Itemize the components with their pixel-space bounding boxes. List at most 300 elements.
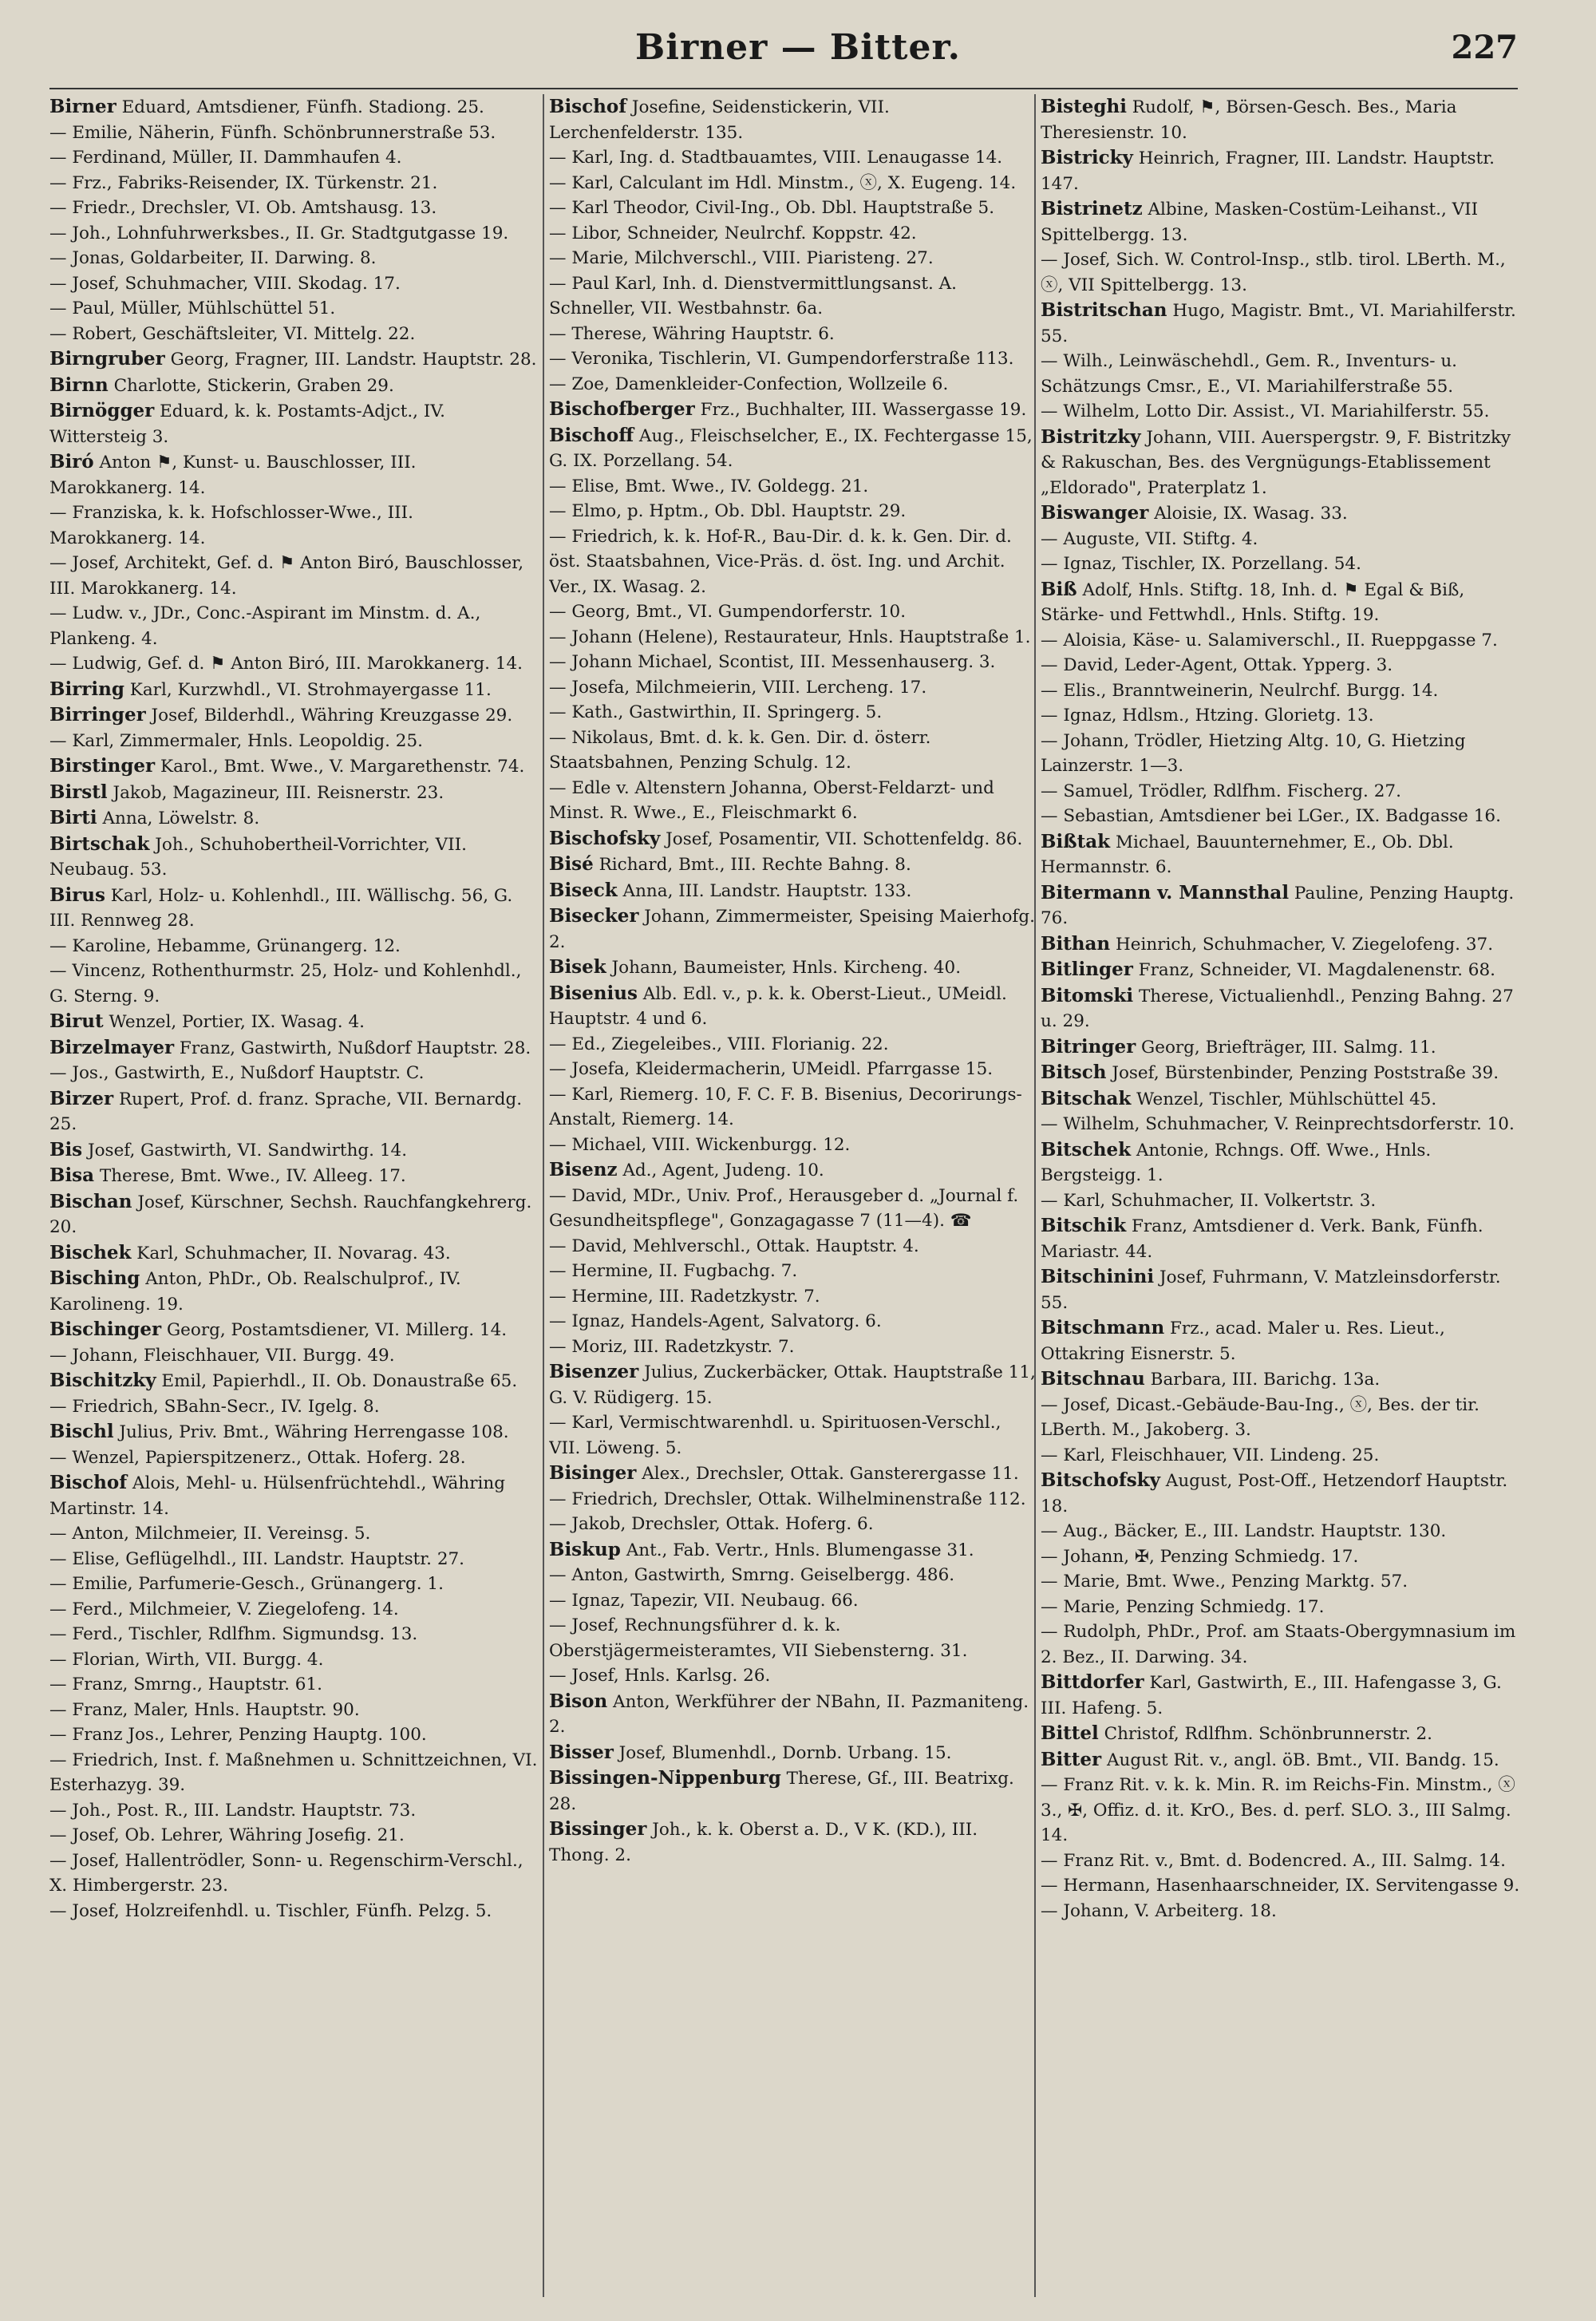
entry-details: — Moriz, III. Radetzkystr. 7.	[549, 1336, 795, 1357]
entry-surname: Biß	[1041, 578, 1077, 600]
directory-entry	[1041, 425, 1529, 501]
directory-entry	[49, 1748, 538, 1798]
directory-entry	[549, 1765, 1037, 1817]
directory-entry	[49, 1343, 538, 1369]
directory-entry	[1041, 1468, 1529, 1519]
directory-entry	[549, 1588, 1037, 1614]
directory-entry	[1041, 1315, 1529, 1366]
entry-details: — Franz, Smrng., Hauptstr. 61.	[49, 1675, 322, 1694]
entry-surname: Bistritschan	[1041, 299, 1167, 321]
entry-details: — Friedrich, Drechsler, Ottak. Wilhelminenstraße 112.	[549, 1489, 1026, 1509]
entry-details: — Josef, Dicast.-Gebäude-Bau-Ing., ⓧ, Bes. der tir. LBerth. M., Jakoberg. 3.	[1041, 1394, 1479, 1440]
directory-entry	[49, 346, 538, 373]
entry-details: — Elise, Bmt. Wwe., IV. Goldegg. 21.	[549, 476, 869, 496]
directory-entry	[549, 499, 1037, 524]
entry-details: — Veronika, Tischlerin, VI. Gumpendorferstraße 113.	[549, 349, 1014, 369]
directory-entry	[549, 675, 1037, 701]
entry-surname: Bistricky	[1041, 147, 1133, 168]
entry-details: — Josef, Hnls. Karlsg. 26.	[549, 1666, 771, 1686]
directory-entry	[49, 1061, 538, 1086]
directory-entry	[549, 650, 1037, 675]
directory-entry	[1041, 1264, 1529, 1315]
directory-entry	[49, 1470, 538, 1521]
entry-details: — David, Mehlverschl., Ottak. Hauptstr. 4.	[549, 1236, 919, 1256]
entry-details: — Ed., Ziegeleibes., VIII. Florianig. 22.	[549, 1034, 889, 1054]
directory-entry	[1041, 779, 1529, 805]
directory-entry	[49, 373, 538, 399]
entry-details: — Wilhelm, Schuhmacher, V. Reinprechtsdorferstr. 10.	[1041, 1114, 1515, 1134]
entry-details: — Josef, Ob. Lehrer, Währing Josefig. 21.	[49, 1825, 405, 1845]
directory-entry	[1041, 94, 1529, 145]
entry-details: Josefine, Seidenstickerin, VII. Lerchenfelderstr. 135.	[549, 97, 890, 143]
directory-entry	[49, 398, 538, 449]
entry-details: — Franz, Maler, Hnls. Hauptstr. 90.	[49, 1699, 360, 1720]
directory-entry	[49, 1394, 538, 1420]
directory-entry	[549, 726, 1037, 776]
directory-entry	[549, 1133, 1037, 1158]
entry-details: — Ignaz, Handels-Agent, Salvatorg. 6.	[549, 1311, 882, 1331]
entry-details: — Emilie, Näherin, Fünfh. Schönbrunnerstraße 53.	[49, 122, 496, 143]
entry-surname: Bischoff	[549, 424, 634, 446]
entry-surname: Biskup	[549, 1538, 621, 1560]
directory-entry	[549, 776, 1037, 826]
entry-details: — Florian, Wirth, VII. Burgg. 4.	[49, 1649, 324, 1670]
entry-details: Alex., Drechsler, Ottak. Gansterergasse 11.	[636, 1464, 1019, 1484]
entry-details: — Anton, Milchmeier, II. Vereinsg. 5.	[49, 1524, 371, 1544]
entry-details: — Samuel, Trödler, Rdlfhm. Fischerg. 27.	[1041, 781, 1401, 801]
entry-surname: Bisenius	[549, 982, 638, 1004]
entry-details: — Therese, Währing Hauptstr. 6.	[549, 323, 835, 344]
directory-entry	[49, 196, 538, 221]
entry-surname: Birut	[49, 1010, 104, 1032]
entry-surname: Bitsch	[1041, 1062, 1107, 1083]
directory-entry	[49, 1823, 538, 1848]
directory-entry	[1041, 1086, 1529, 1113]
directory-entry	[549, 1537, 1037, 1564]
entry-surname: Birring	[49, 678, 124, 700]
entry-surname: Bisser	[549, 1741, 614, 1763]
entry-surname: Bissinger	[549, 1818, 647, 1840]
directory-entry	[549, 474, 1037, 500]
directory-entry	[49, 271, 538, 297]
entry-surname: Bisching	[49, 1267, 140, 1289]
entry-surname: Bischinger	[49, 1319, 162, 1340]
entry-surname: Bischan	[49, 1190, 132, 1212]
entry-details: — Wilh., Leinwäschehdl., Gem. R., Inventurs- u. Schätzungs Cmsr., E., VI. Mariahilferstraße 55.	[1041, 351, 1458, 397]
entry-surname: Bison	[549, 1690, 608, 1712]
directory-entry	[49, 246, 538, 271]
entry-details: — Wilhelm, Lotto Dir. Assist., VI. Mariahilferstr. 55.	[1041, 401, 1490, 421]
entry-details: Johann, VIII. Auerspergstr. 9, F. Bistritzky & Rakuschan, Bes. des Vergnügungs-Etablissement „Eldorado", Praterplatz 1.	[1041, 427, 1511, 498]
directory-entry	[549, 1613, 1037, 1663]
entry-details: Charlotte, Stickerin, Graben 29.	[108, 375, 394, 396]
directory-entry	[49, 1445, 538, 1471]
entry-details: Karl, Schuhmacher, II. Novarag. 43.	[131, 1243, 451, 1263]
entry-surname: Bitomski	[1041, 984, 1134, 1006]
entry-details: — Karl, Fleischhauer, VII. Lindeng. 25.	[1041, 1445, 1380, 1465]
entry-details: Anna, Löwelstr. 8.	[97, 809, 260, 828]
entry-surname: Birstinger	[49, 755, 156, 777]
directory-entry	[549, 826, 1037, 852]
entry-details: — Josef, Hallentrödler, Sonn- u. Regenschirm-Verschl., X. Himbergerstr. 23.	[49, 1850, 523, 1896]
entry-details: Franz, Gastwirth, Nußdorf Hauptstr. 28.	[174, 1038, 531, 1058]
directory-entry	[549, 1184, 1037, 1234]
directory-entry	[49, 551, 538, 601]
entry-details: Anton, Werkführer der NBahn, II. Pazmaniteng. 2.	[549, 1691, 1029, 1737]
entry-details: — Sebastian, Amtsdiener bei LGer., IX. Badgasse 16.	[1041, 806, 1501, 826]
entry-details: — Josefa, Kleidermacherin, UMeidl. Pfarrgasse 15.	[549, 1059, 994, 1079]
entry-details: — Jonas, Goldarbeiter, II. Darwing. 8.	[49, 248, 377, 268]
directory-entry	[1041, 500, 1529, 527]
entry-details: Eduard, Amtsdiener, Fünfh. Stadiong. 25.	[116, 97, 484, 117]
entry-details: — Karl, Schuhmacher, II. Volkertstr. 3.	[1041, 1190, 1377, 1211]
entry-details: Joh., Schuhobertheil-Vorrichter, VII. Neubaug. 53.	[49, 834, 467, 880]
entry-details: — Joh., Lohnfuhrwerksbes., II. Gr. Stadtgutgasse 19.	[49, 223, 509, 243]
directory-entry	[1041, 1848, 1529, 1874]
entry-surname: Bithan	[1041, 932, 1111, 955]
directory-entry	[549, 1359, 1037, 1410]
directory-entry	[549, 145, 1037, 171]
directory-entry	[549, 599, 1037, 625]
entry-details: Hugo, Magistr. Bmt., VI. Mariahilferstr. 55.	[1041, 301, 1516, 346]
directory-entry	[549, 94, 1037, 145]
entry-surname: Birngruber	[49, 348, 165, 370]
entry-details: — Josefa, Milchmeierin, VIII. Lercheng. 17.	[549, 677, 927, 698]
entry-details: — Michael, VIII. Wickenburgg. 12.	[549, 1134, 851, 1155]
directory-entry	[49, 1672, 538, 1698]
entry-surname: Bitermann v. Mannsthal	[1041, 881, 1290, 903]
entry-surname: Bisecker	[549, 905, 639, 927]
entry-details: Wenzel, Portier, IX. Wasag. 4.	[103, 1012, 365, 1032]
column-divider	[543, 94, 544, 2297]
directory-entry	[549, 1410, 1037, 1461]
directory-entry	[49, 1317, 538, 1343]
entry-details: Anna, III. Landstr. Hauptstr. 133.	[617, 880, 912, 901]
entry-details: — Friedrich, SBahn-Secr., IV. Igelg. 8.	[49, 1396, 380, 1417]
entry-details: Alois, Mehl- u. Hülsenfrüchtehdl., Währing Martinstr. 14.	[49, 1473, 505, 1519]
entry-details: — Karoline, Hebamme, Grünangerg. 12.	[49, 935, 401, 956]
entry-details: — Wenzel, Papierspitzenerz., Ottak. Hoferg. 28.	[49, 1447, 466, 1468]
directory-entry	[49, 1647, 538, 1673]
directory-entry	[1041, 931, 1529, 958]
directory-entry	[549, 1461, 1037, 1487]
entry-surname: Birstl	[49, 781, 108, 803]
entry-surname: Bisteghi	[1041, 96, 1127, 117]
directory-entry	[1041, 196, 1529, 247]
directory-entry	[1041, 1060, 1529, 1086]
entry-details: — Kath., Gastwirthin, II. Springerg. 5.	[549, 702, 883, 722]
directory-entry	[1041, 1873, 1529, 1899]
directory-entry	[1041, 298, 1529, 349]
directory-entry	[549, 271, 1037, 322]
entry-details: — Paul Karl, Inh. d. Dienstvermittlungsanst. A. Schneller, VII. Westbahnstr. 6a.	[549, 273, 957, 318]
entry-details: — Nikolaus, Bmt. d. k. k. Gen. Dir. d. österr. Staatsbahnen, Penzing Schulg. 12.	[549, 727, 931, 773]
directory-entry	[1041, 1443, 1529, 1469]
entry-details: Emil, Papierhdl., II. Ob. Donaustraße 65.	[156, 1371, 518, 1391]
directory-entry	[549, 903, 1037, 955]
directory-entry	[49, 1086, 538, 1137]
entry-details: — Franziska, k. k. Hofschlosser-Wwe., III. Marokkanerg. 14.	[49, 503, 413, 548]
directory-entry	[1041, 880, 1529, 931]
entry-details: Aug., Fleischselcher, E., IX. Fechtergasse 15, G. IX. Porzellang. 54.	[549, 425, 1033, 471]
entry-details: — Hermine, II. Fugbachg. 7.	[549, 1261, 798, 1281]
entry-surname: Bisenz	[549, 1159, 618, 1180]
entry-details: — Ignaz, Tapezir, VII. Neubaug. 66.	[549, 1590, 859, 1611]
directory-entry	[549, 372, 1037, 397]
directory-entry	[49, 1163, 538, 1189]
directory-entry	[49, 1572, 538, 1597]
directory-entry	[49, 651, 538, 677]
directory-entry	[49, 1266, 538, 1317]
entry-details: — Elis., Branntweinerin, Neulrchf. Burgg. 14.	[1041, 680, 1439, 701]
entry-details: Adolf, Hnls. Stiftg. 18, Inh. d. ⚑ Egal & Biß, Stärke- und Fettwhdl., Hnls. Stiftg. 19.	[1041, 579, 1465, 625]
entry-surname: Birtschak	[49, 832, 150, 855]
directory-entry	[549, 955, 1037, 981]
directory-entry	[549, 1032, 1037, 1058]
directory-entry	[49, 677, 538, 703]
directory-entry	[549, 322, 1037, 347]
entry-surname: Biseck	[549, 879, 618, 901]
directory-entry	[1041, 703, 1529, 729]
directory-entry	[49, 702, 538, 729]
entry-surname: Bitringer	[1041, 1035, 1136, 1058]
directory-entry	[1041, 1034, 1529, 1061]
directory-entry	[1041, 1188, 1529, 1214]
directory-entry	[549, 852, 1037, 878]
entry-details: Anton, PhDr., Ob. Realschulprof., IV. Karolineng. 19.	[49, 1269, 461, 1315]
entry-details: — Ludwig, Gef. d. ⚑ Anton Biró, III. Marokkanerg. 14.	[49, 654, 523, 674]
directory-entry	[1041, 145, 1529, 196]
directory-entry	[549, 1284, 1037, 1310]
directory-entry	[1041, 1670, 1529, 1721]
entry-details: — Marie, Bmt. Wwe., Penzing Marktg. 57.	[1041, 1572, 1408, 1591]
entry-surname: Bisinger	[549, 1462, 637, 1484]
entry-details: Josef, Posamentir, VII. Schottenfeldg. 86.	[660, 828, 1023, 849]
directory-entry	[1041, 349, 1529, 399]
directory-entry	[549, 1334, 1037, 1360]
entry-details: Josef, Bürstenbinder, Penzing Poststraße 39.	[1106, 1063, 1499, 1083]
directory-entry	[49, 1722, 538, 1748]
directory-entry	[549, 524, 1037, 600]
directory-entry	[1041, 1595, 1529, 1620]
directory-entry	[49, 1622, 538, 1647]
entry-details: — Ferd., Milchmeier, V. Ziegelofeng. 14.	[49, 1599, 399, 1619]
entry-surname: Bischofberger	[549, 398, 695, 420]
entry-details: — Marie, Penzing Schmiedg. 17.	[1041, 1596, 1325, 1617]
entry-surname: Bischofsky	[549, 827, 661, 849]
entry-details: Heinrich, Schuhmacher, V. Ziegelofeng. 37.	[1110, 934, 1494, 955]
entry-details: — Vincenz, Rothenthurmstr. 25, Holz- und Kohlenhdl., G. Sterng. 9.	[49, 961, 522, 1006]
directory-entry	[49, 1368, 538, 1394]
entry-details: — Karl, Riemerg. 10, F. C. F. B. Bisenius, Decorirungs-Anstalt, Riemerg. 14.	[549, 1084, 1022, 1129]
directory-entry	[549, 171, 1037, 196]
entry-details: Karl, Holz- u. Kohlenhdl., III. Wällischg. 56, G. III. Rennweg 28.	[49, 885, 513, 931]
entry-details: August, Post-Off., Hetzendorf Hauptstr. 18.	[1041, 1471, 1508, 1516]
directory-entry	[1041, 1137, 1529, 1188]
entry-surname: Bis	[49, 1138, 83, 1160]
directory-entry	[549, 1487, 1037, 1512]
entry-surname: Bitter	[1041, 1748, 1102, 1770]
entry-details: — Jakob, Drechsler, Ottak. Hoferg. 6.	[549, 1514, 874, 1534]
entry-surname: Biswanger	[1041, 502, 1149, 524]
directory-entry	[1041, 804, 1529, 829]
directory-entry	[1041, 628, 1529, 654]
directory-entry	[1041, 653, 1529, 678]
directory-entry	[549, 981, 1037, 1032]
directory-entry	[49, 934, 538, 959]
entry-details: — Libor, Schneider, Neulrchf. Koppstr. 42.	[549, 223, 917, 243]
directory-entry	[1041, 1569, 1529, 1595]
directory-entry	[49, 121, 538, 146]
directory-entry	[49, 729, 538, 754]
entry-details: Therese, Bmt. Wwe., IV. Alleeg. 17.	[94, 1166, 406, 1186]
entry-surname: Bisek	[549, 956, 606, 978]
directory-entry	[49, 1189, 538, 1240]
directory-entry	[49, 1419, 538, 1445]
directory-entry	[1041, 552, 1529, 577]
entry-details: — Ferdinand, Müller, II. Dammhaufen 4.	[49, 148, 402, 168]
entry-details: Therese, Gf., III. Beatrixg. 28.	[549, 1769, 1014, 1814]
directory-entry	[49, 1035, 538, 1062]
page-number: 227	[1451, 29, 1518, 66]
entry-surname: Bischof	[549, 96, 627, 117]
entry-surname: Bitschek	[1041, 1138, 1132, 1160]
entry-details: Georg, Postamtsdiener, VI. Millerg. 14.	[161, 1320, 508, 1340]
entry-details: Julius, Zuckerbäcker, Ottak. Hauptstraße 11, G. V. Rüdigerg. 15.	[549, 1362, 1036, 1408]
directory-entry	[549, 700, 1037, 726]
entry-details: — Jos., Gastwirth, E., Nußdorf Hauptstr. C.	[49, 1063, 425, 1083]
entry-details: — Johann Michael, Scontist, III. Messenhauserg. 3.	[549, 652, 996, 672]
entry-details: — Josef, Rechnungsführer d. k. k. Oberstjägermeisteramtes, VII Siebensterng. 31.	[549, 1615, 968, 1661]
directory-entry	[49, 753, 538, 780]
entry-details: — Rudolph, PhDr., Prof. am Staats-Obergymnasium im 2. Bez., II. Darwing. 34.	[1041, 1622, 1516, 1667]
entry-details: — Edle v. Altenstern Johanna, Oberst-Feldarzt- und Minst. R. Wwe., E., Fleischmarkt 6.	[549, 777, 994, 823]
entry-details: Rupert, Prof. d. franz. Sprache, VII. Bernardg. 25.	[49, 1089, 523, 1134]
directory-entry	[49, 780, 538, 806]
column-2	[549, 94, 1037, 2305]
header-rule	[49, 88, 1518, 89]
entry-details: — Friedrich, k. k. Hof-R., Bau-Dir. d. k. k. Gen. Dir. d. öst. Staatsbahnen, Vice-Präs. d. öst. Ing. und Archit. Ver., IX. Wasag. 2.	[549, 526, 1012, 597]
directory-entry	[549, 625, 1037, 650]
entry-surname: Bisé	[549, 853, 594, 875]
entry-details: Karl, Gastwirth, E., III. Hafengasse 3, G. III. Hafeng. 5.	[1041, 1673, 1502, 1718]
directory-entry	[49, 883, 538, 934]
entry-details: Heinrich, Fragner, III. Landstr. Hauptstr. 147.	[1041, 148, 1495, 194]
entry-details: — Anton, Gastwirth, Smrng. Geiselbergg. 486.	[549, 1565, 955, 1585]
entry-details: — Johann, V. Arbeiterg. 18.	[1041, 1900, 1277, 1921]
entry-details: — Joh., Post. R., III. Landstr. Hauptstr. 73.	[49, 1800, 417, 1821]
directory-entry	[549, 1689, 1037, 1740]
entry-details: Josef, Bilderhdl., Währing Kreuzgasse 29.	[145, 706, 513, 726]
directory-entry	[549, 1740, 1037, 1766]
entry-details: — Franz Rit. v., Bmt. d. Bodencred. A., III. Salmg. 14.	[1041, 1850, 1506, 1871]
directory-entry	[49, 1899, 538, 1924]
directory-entry	[549, 397, 1037, 423]
entry-surname: Birnn	[49, 374, 109, 396]
entry-surname: Birnögger	[49, 400, 155, 421]
entry-surname: Bisa	[49, 1164, 95, 1186]
directory-entry	[49, 1798, 538, 1824]
entry-details: — Karl, Ing. d. Stadtbauamtes, VIII. Lenaugasse 14.	[549, 148, 1003, 168]
directory-entry	[549, 246, 1037, 271]
entry-details: — Karl, Vermischtwarenhdl. u. Spirituosen-Verschl., VII. Löweng. 5.	[549, 1413, 1001, 1458]
entry-details: — Ignaz, Hdlsm., Htzing. Glorietg. 13.	[1041, 706, 1374, 726]
entry-details: Eduard, k. k. Postamts-Adjct., IV. Wittersteig 3.	[49, 401, 445, 447]
entry-surname: Bissingen-Nippenburg	[549, 1767, 781, 1789]
directory-entry	[549, 423, 1037, 474]
entry-details: Anton ⚑, Kunst- u. Bauschlosser, III. Marokkanerg. 14.	[49, 453, 417, 498]
entry-details: Georg, Briefträger, III. Salmg. 11.	[1136, 1037, 1436, 1058]
entry-details: Michael, Bauunternehmer, E., Ob. Dbl. Hermannstr. 6.	[1041, 832, 1454, 877]
entry-details: — Hermann, Hasenhaarschneider, IX. Servitengasse 9.	[1041, 1876, 1520, 1896]
entry-details: Franz, Amtsdiener d. Verk. Bank, Fünfh. Mariastr. 44.	[1041, 1216, 1483, 1262]
directory-entry	[549, 1512, 1037, 1537]
directory-entry	[1041, 678, 1529, 704]
entry-surname: Bischl	[49, 1421, 114, 1442]
directory-entry	[49, 1009, 538, 1035]
entry-details: — Ludw. v., JDr., Conc.-Aspirant im Minstm. d. A., Plankeng. 4.	[49, 603, 481, 649]
entry-details: August Rit. v., angl. öB. Bmt., VII. Bandg. 15.	[1101, 1750, 1499, 1770]
entry-surname: Bitschmann	[1041, 1317, 1165, 1338]
directory-entry	[49, 959, 538, 1009]
directory-entry	[1041, 1366, 1529, 1393]
entry-surname: Bitschnau	[1041, 1368, 1145, 1390]
entry-details: — Karl Theodor, Civil-Ing., Ob. Dbl. Hauptstraße 5.	[549, 198, 995, 218]
entry-details: Joh., k. k. Oberst a. D., V K. (KD.), III. Thong. 2.	[549, 1820, 978, 1865]
directory-entry	[1041, 1393, 1529, 1443]
entry-details: Ad., Agent, Judeng. 10.	[617, 1160, 824, 1180]
directory-entry	[49, 1547, 538, 1572]
directory-entry	[1041, 1773, 1529, 1848]
directory-entry	[49, 171, 538, 196]
entry-details: Josef, Fuhrmann, V. Matzleinsdorferstr. 55.	[1041, 1267, 1501, 1313]
directory-entry	[49, 832, 538, 883]
entry-surname: Birringer	[49, 704, 146, 726]
directory-entry	[1041, 399, 1529, 425]
entry-details: — Emilie, Parfumerie-Gesch., Grünangerg. 1.	[49, 1574, 444, 1594]
entry-details: Therese, Victualienhdl., Penzing Bahng. 27 u. 29.	[1041, 986, 1514, 1031]
entry-details: Ant., Fab. Vertr., Hnls. Blumengasse 31.	[620, 1540, 974, 1560]
directory-entry	[549, 1817, 1037, 1868]
entry-details: — Zoe, Damenkleider-Confection, Wollzeile 6.	[549, 374, 949, 394]
directory-entry	[549, 1259, 1037, 1284]
entry-surname: Bischitzky	[49, 1370, 156, 1391]
directory-entry	[49, 221, 538, 247]
entry-details: Alb. Edl. v., p. k. k. Oberst-Lieut., UMeidl. Hauptstr. 4 und 6.	[549, 983, 1007, 1029]
entry-surname: Bitschinini	[1041, 1266, 1155, 1287]
entry-surname: Bitschik	[1041, 1215, 1127, 1236]
directory-entry	[549, 196, 1037, 221]
directory-entry	[49, 1698, 538, 1723]
entry-details: Georg, Fragner, III. Landstr. Hauptstr. 28.	[164, 350, 537, 370]
running-head: Birner — Bitter.	[635, 27, 961, 68]
directory-entry	[1041, 829, 1529, 880]
directory-entry	[1041, 729, 1529, 779]
entry-details: — Karl, Calculant im Hdl. Minstm., ⓧ, X. Eugeng. 14.	[549, 172, 1017, 193]
directory-entry	[1041, 1899, 1529, 1924]
directory-entry	[1041, 247, 1529, 298]
directory-entry	[549, 1563, 1037, 1588]
entry-details: Barbara, III. Barichg. 13a.	[1144, 1370, 1381, 1390]
entry-details: — Josef, Schuhmacher, VIII. Skodag. 17.	[49, 273, 401, 294]
directory-entry	[549, 1234, 1037, 1259]
entry-details: — Ferd., Tischler, Rdlfhm. Sigmundsg. 13.	[49, 1624, 418, 1644]
column-1	[49, 94, 538, 2305]
directory-entry	[1041, 1721, 1529, 1747]
directory-entry	[549, 346, 1037, 372]
entry-surname: Birner	[49, 96, 117, 117]
entry-details: — Josef, Holzreifenhdl. u. Tischler, Fünfh. Pelzg. 5.	[49, 1900, 492, 1921]
